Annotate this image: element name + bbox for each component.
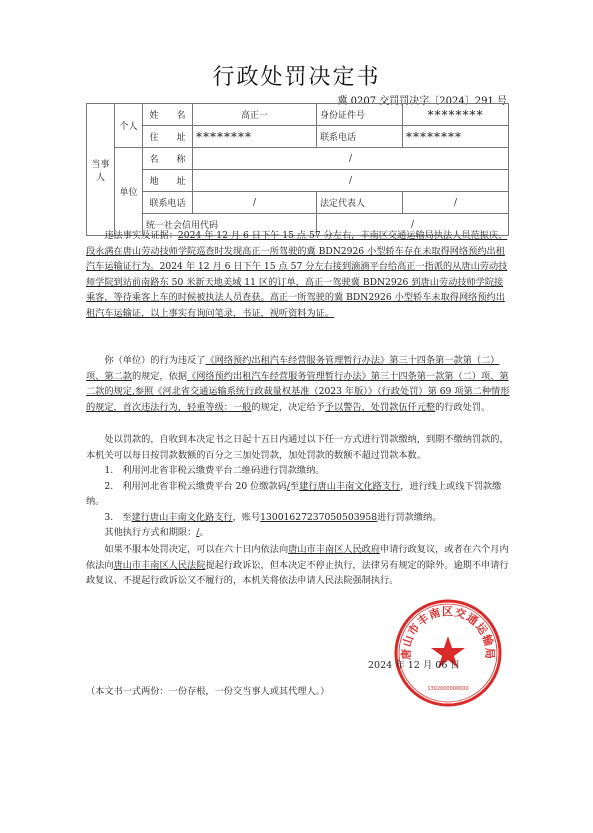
address-value: ******** xyxy=(193,126,317,148)
document-number: 冀 0207 交罚罚决字〔2024〕291 号 xyxy=(337,96,507,107)
payment-item-3: 3. 至建行唐山丰南文化路支行，账号13001627237050503958进行罚款缴纳。 xyxy=(104,511,442,523)
unit-name-value: / xyxy=(193,148,509,170)
payment-section xyxy=(86,432,510,541)
facts-section xyxy=(86,228,510,321)
payment-item-2: 2. 利用河北省非税云缴费平台 20 位缴款码/至建行唐山丰南文化路支行，进行线上或线下罚款缴纳。 xyxy=(86,480,502,507)
payment-intro: 处以罚款的，自收到本决定书之日起十五日内通过以下任一方式进行罚款缴纳，到期不缴纳罚款的，本机关可以每日按罚款数额的百分之三加处罚款，加处罚款的数额不超过罚款本数。 xyxy=(86,434,509,461)
address-label: 住 址 xyxy=(143,126,193,148)
party-info-table xyxy=(86,103,509,236)
unit-phone-label: 联系电话 xyxy=(143,192,193,214)
legal-rep-label: 法定代表人 xyxy=(317,192,403,214)
violation-section xyxy=(86,353,510,415)
court: 唐山市丰南区人民法院 xyxy=(113,559,206,571)
violation-text-3: 的规定，决定给予 xyxy=(251,401,325,413)
legal-rep-value: / xyxy=(403,192,509,214)
payment-item-1: 1. 利用河北省非税云缴费平台二维码进行罚款缴纳。 xyxy=(104,465,325,476)
violation-text-2: 的规定，依据 xyxy=(131,370,188,382)
basis-law: 《网络预约出租汽车经营服务管理暂行办法》第三十四条第一款第（二）项、第二款的规定,参照《河北省交通运输系统行政裁量权基准（2023 年版）》（行政处罚）第 69 项第二种情形的规定，首次违法行为，轻重等级：一般 xyxy=(86,370,510,413)
party-label: 当事人 xyxy=(87,104,115,236)
id-label: 身份证件号 xyxy=(317,104,403,126)
unit-address-label: 地 址 xyxy=(143,170,193,192)
penalty: 予以警告，处罚款伍仟元整 xyxy=(324,401,436,413)
id-value: ******** xyxy=(403,104,509,126)
appeal-section: 如果不服本处罚决定，可以在六十日内依法向唐山市丰南区人民政府申请行政复议，或者在六个月内依法向唐山市丰南区人民法院提起行政诉讼，但本决定不停止执行，法律另有规定的除外。逾期不申请行政复议、不提起行政诉讼又不履行的，本机关将依法申请人民法院强制执行。 xyxy=(86,544,509,586)
facts-text: 2024 年 12 月 6 日下午 15 点 57 分左右，丰南区交通运输局执法人员范振庆、段永满在唐山劳动技师学院巡查时发现高正一所驾驶的冀 BDN2926 小型轿车存在未取得网络预约出租汽车运输证行为。2024 年 12 月 6 日下午 15 点 57 分左右接到滴滴平台给高正一指派的从唐山劳动技师学院到站前南路东 50 米新天地美域 11 区的订单，高正一驾驶冀 BDN2926 到唐山劳动技师学院接乘客，等待乘客上车的时候被执法人员查获。高正一所驾驶的冀 BDN2926 小型轿车未取得网络预约出租汽车运输证，以上事实有询问笔录，书证，视听资料为证。 xyxy=(86,230,508,319)
violation-text-4: 的行政处罚。 xyxy=(435,401,491,413)
facts-label: 违法事实及证据： xyxy=(104,230,178,241)
unit-label: 单位 xyxy=(115,148,143,236)
review-authority: 唐山市丰南区人民政府 xyxy=(288,544,381,555)
unit-phone-value: / xyxy=(193,192,317,214)
document-title: 行政处罚决定书 xyxy=(212,65,381,90)
issue-date: 2024 年 12 月 06 日 xyxy=(368,660,460,671)
person-label: 个人 xyxy=(115,104,143,148)
name-value: 高正一 xyxy=(193,104,317,126)
unit-address-value: / xyxy=(193,170,509,192)
official-seal xyxy=(393,598,503,708)
credit-code-value: / xyxy=(317,214,509,236)
phone-value: ******** xyxy=(403,126,509,148)
phone-label: 联系电话 xyxy=(317,126,403,148)
name-label: 姓 名 xyxy=(143,104,193,126)
seal-text: 唐山市丰南区交通运输局 xyxy=(399,605,497,660)
other-execution: 其他执行方式和期限：/。 xyxy=(104,527,209,538)
copy-note: （本文书一式两份：一份存根，一份交当事人或其代理人。） xyxy=(86,686,330,697)
unit-name-label: 名 称 xyxy=(143,148,193,170)
seal-code: 1302000000000 xyxy=(427,686,469,692)
violated-law: 《网络预约出租汽车经营服务管理暂行办法》第三十四条第一款第（二）项、第二款 xyxy=(86,355,500,382)
violation-text-1: 你（单位）的行为违反了 xyxy=(104,355,206,366)
credit-code-label: 统一社会信用代码 xyxy=(143,214,317,236)
